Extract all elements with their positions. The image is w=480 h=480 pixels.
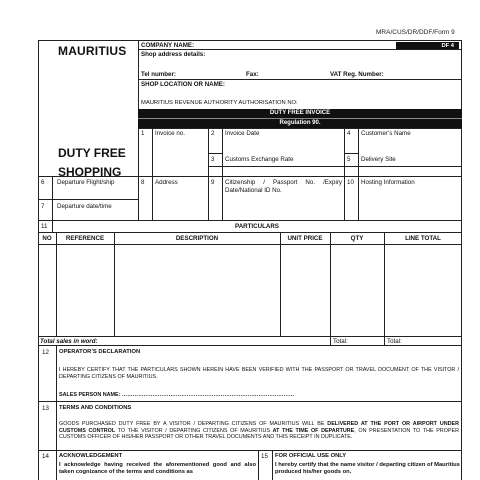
fax-label: Fax:: [246, 71, 259, 78]
total-sales-label: Total sales in word:: [40, 338, 98, 345]
divider: [208, 166, 344, 167]
divider: [222, 128, 223, 220]
regulation-text: Regulation 90.: [138, 118, 462, 128]
terms-text-part: , ON PRESENTATION TO THE PROPER CUSTOMS OFFICER OF HIS/HER PASSPORT OR OTHER TRAVEL DOCUMENTS AND THIS RECEIPT IN DUPLICATE.: [59, 427, 459, 441]
divider: [38, 345, 462, 346]
official-use-text: I hereby certify that the name visitor / departing citizen of Mauritius produced his/her goods on.: [275, 462, 460, 475]
tel-label: Tel number:: [141, 71, 176, 78]
divider: [138, 79, 462, 80]
field-4-label: Customer’s Name: [361, 130, 411, 137]
field-2-label: Invoice Date: [225, 130, 260, 137]
invoice-title: DUTY FREE INVOICE: [269, 110, 331, 116]
divider: [138, 176, 139, 220]
field-9-number: 9: [211, 179, 215, 186]
divider: [138, 49, 462, 50]
field-3-number: 3: [211, 156, 215, 163]
form-id: MRA/CUS/DR/DDF/Form 9: [376, 29, 455, 36]
invoice-title-bar: [138, 109, 462, 128]
divider: [384, 232, 385, 345]
field-2-number: 2: [211, 130, 215, 137]
acknowledgement-title: ACKNOWLEDGEMENT: [59, 453, 123, 459]
divider: [38, 401, 462, 402]
document-title: DUTY FREE SHOPPING: [58, 146, 126, 179]
field-4-number: 4: [347, 130, 351, 137]
divider: [114, 232, 115, 336]
country-title: MAURITIUS: [58, 44, 127, 58]
field-5-label: Delivery Site: [361, 156, 396, 163]
total-label-line: Total:: [387, 338, 402, 345]
field-7-number: 7: [41, 203, 45, 210]
divider: [52, 176, 53, 220]
col-header-reference: REFERENCE: [65, 235, 105, 242]
divider: [344, 128, 345, 220]
col-header-line-total: LINE TOTAL: [405, 235, 441, 242]
terms-text-part: GOODS PURCHASED DUTY FREE BY A VISITOR / DEPARTING CITIZENS OF MAURITIUS WILL BE: [59, 421, 328, 427]
field-6-number: 6: [41, 179, 45, 186]
terms-text: [59, 421, 459, 441]
divider: [344, 166, 462, 167]
divider: [56, 345, 57, 480]
divider: [138, 40, 139, 176]
terms-title: TERMS AND CONDITIONS: [59, 405, 132, 411]
divider: [344, 153, 358, 154]
divider: [38, 232, 462, 233]
shop-address-label: Shop address details:: [141, 51, 206, 58]
field-8-number: 8: [141, 179, 145, 186]
divider: [208, 128, 209, 220]
divider: [38, 244, 462, 245]
field-10-number: 10: [347, 179, 354, 186]
field-6-label: Departure Flight/ship: [57, 179, 115, 186]
df-code-badge: DF 4: [396, 42, 459, 50]
official-use-title: FOR OFFICIAL USE ONLY: [275, 453, 347, 459]
divider: [258, 450, 259, 480]
shop-location-label: SHOP LOCATION OR NAME:: [141, 81, 225, 88]
operators-declaration-text: I HEREBY CERTIFY THAT THE PARTICULARS SHOWN HEREIN HAVE BEEN VERIFIED WITH THE PASSPORT OR TRAVEL DOCUMENT OF THE VISITOR / DEPARTING CITIZENS OF MAURITIUS.: [59, 367, 459, 380]
divider: [208, 153, 222, 154]
col-header-no: NO: [42, 235, 52, 242]
divider: [38, 220, 462, 221]
total-label-qty: Total:: [333, 338, 348, 345]
col-header-description: DESCRIPTION: [175, 235, 219, 242]
divider: [38, 336, 462, 337]
section-13-number: 13: [42, 405, 49, 412]
particulars-title: PARTICULARS: [235, 223, 279, 230]
terms-text-bold: AT THE TIME OF DEPARTURE: [272, 427, 355, 434]
section-14-number: 14: [42, 453, 49, 460]
section-15-number: 15: [261, 453, 268, 460]
field-7-label: Departure date/time: [57, 203, 112, 210]
authorisation-label: MAURITIUS REVENUE AUTHORITY AUTHORISATION NO:: [141, 100, 298, 106]
section-12-number: 12: [42, 349, 49, 356]
field-8-label: Address: [155, 179, 178, 186]
field-1-number: 1: [141, 130, 145, 137]
field-1-label: Invoice no.: [155, 130, 185, 137]
divider: [280, 232, 281, 336]
divider: [152, 176, 153, 220]
divider: [56, 232, 57, 336]
divider: [358, 128, 359, 176]
divider: [38, 199, 138, 200]
vat-label: VAT Reg. Number:: [330, 71, 384, 78]
acknowledgement-text: I acknowledge having received the aforementioned good and also taken cognizance of the terms and conditions as: [59, 462, 256, 475]
col-header-unit-price: UNIT PRICE: [287, 235, 323, 242]
divider: [38, 450, 462, 451]
divider: [330, 232, 331, 345]
terms-text-part: TO THE VISITOR / DEPARTING CITIZENS OF MAURITIUS: [115, 427, 273, 434]
field-11-number: 11: [41, 223, 48, 230]
field-5-number: 5: [347, 156, 351, 163]
divider: [38, 176, 462, 177]
col-header-qty: QTY: [350, 235, 364, 242]
field-3-label: Customs Exchange Rate: [225, 156, 294, 163]
operators-declaration-title: OPERATOR’S DECLARATION: [59, 349, 141, 355]
sales-person-line: SALES PERSON NAME: ……………………………………………………………………………………: [59, 392, 295, 398]
company-name-label: COMPANY NAME:: [141, 42, 195, 49]
divider: [272, 450, 273, 480]
field-9-label: Citizenship / Passport No. /Expiry Date/National ID No.: [225, 179, 342, 194]
field-10-label: Hosting Information: [361, 179, 415, 186]
divider: [138, 128, 462, 129]
divider: [358, 176, 359, 220]
terms-text-bold: DELIVERED AT THE PORT OR AIRPORT UNDER CUSTOMS CONTROL: [59, 421, 460, 434]
divider: [152, 128, 153, 176]
